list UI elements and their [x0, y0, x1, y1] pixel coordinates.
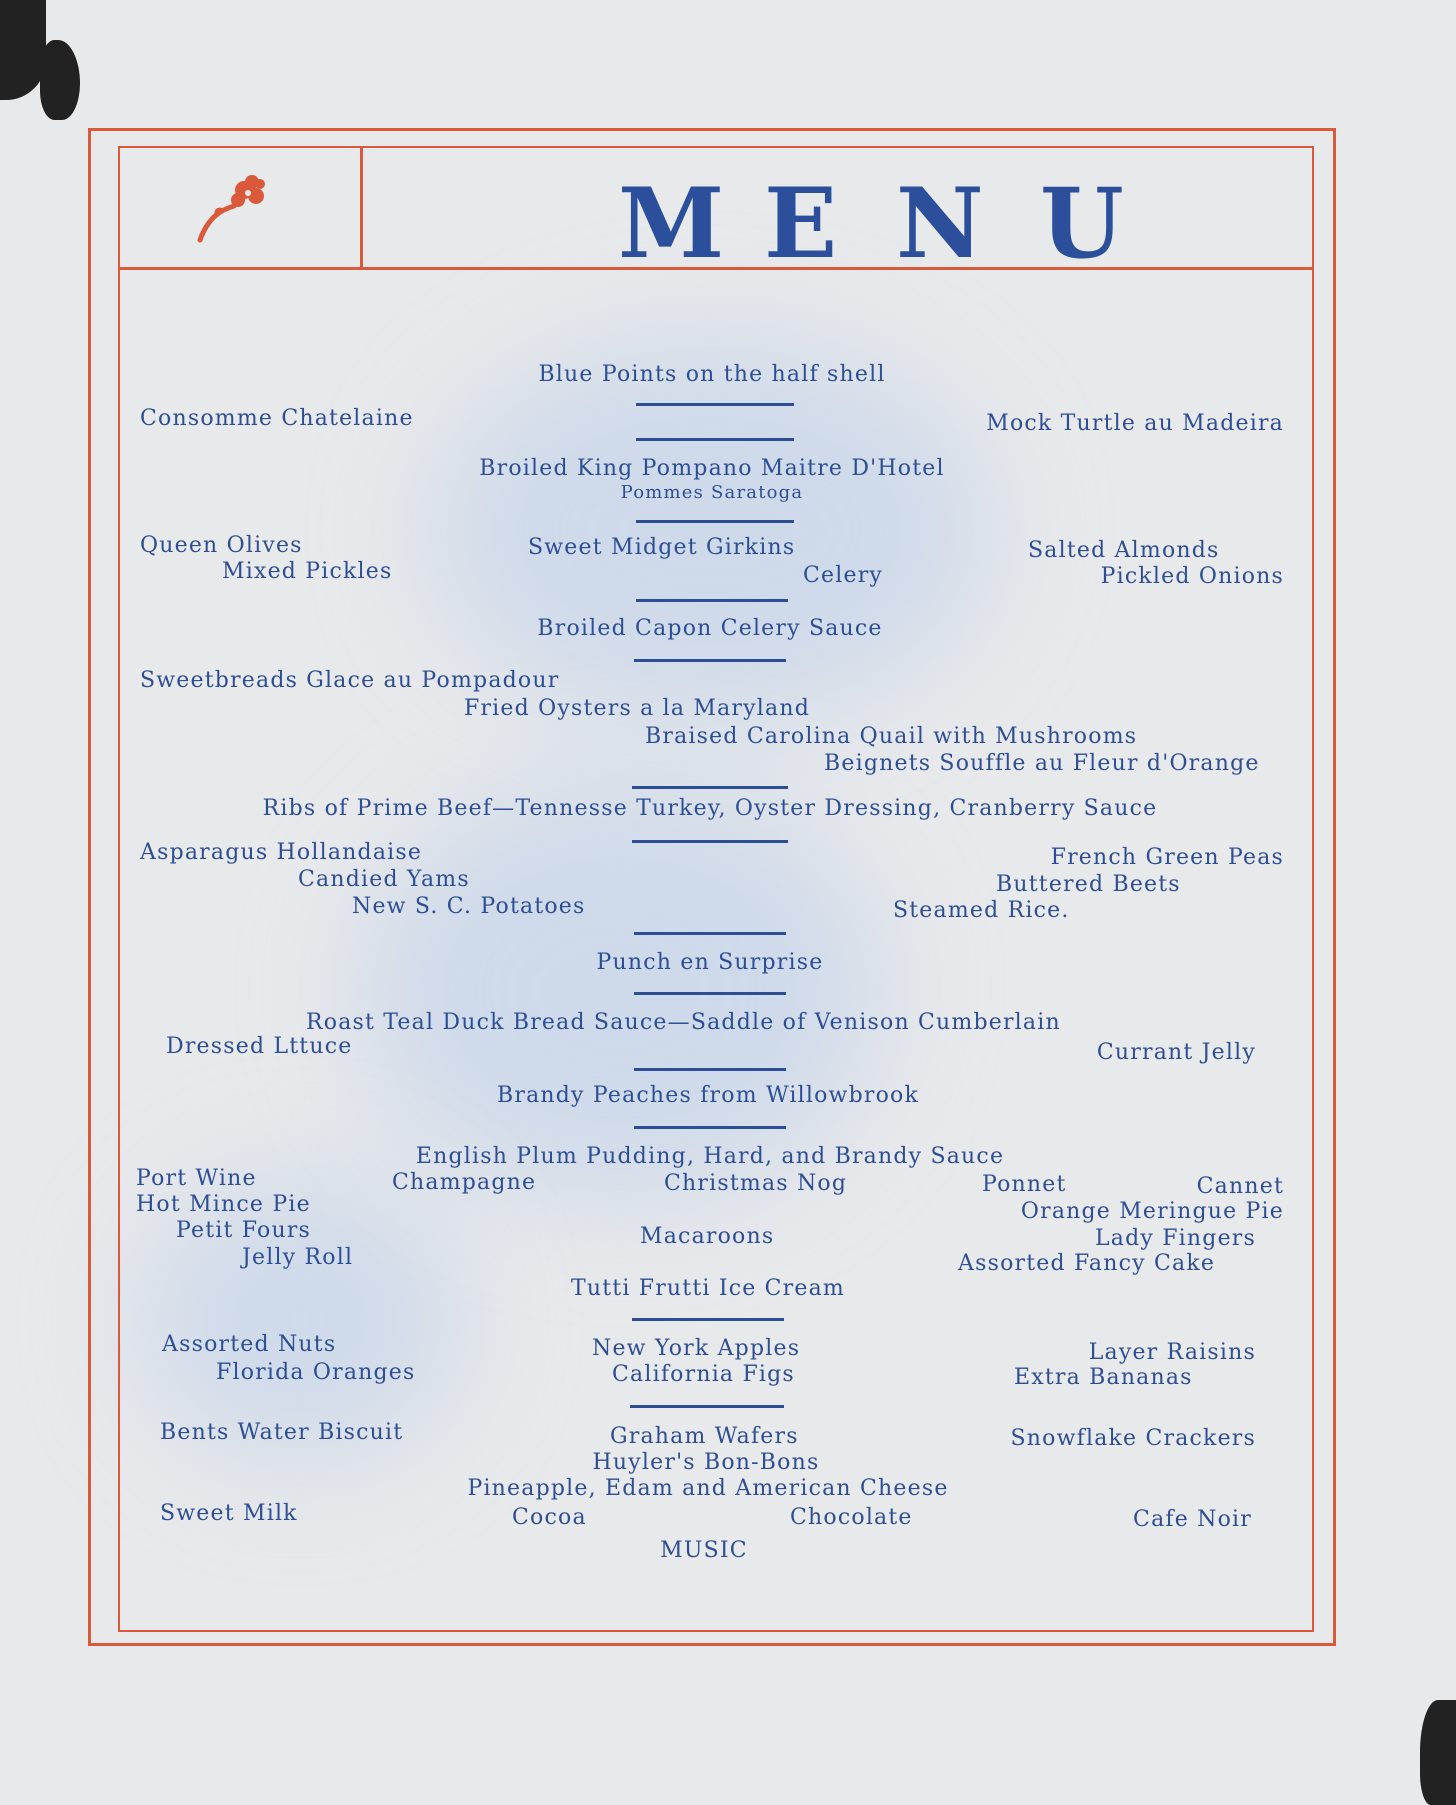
menu-item: Lady Fingers [1094, 1226, 1256, 1251]
menu-item: Mixed Pickles [222, 559, 393, 584]
title-letter: M [618, 167, 725, 280]
menu-item: Petit Fours [176, 1218, 312, 1243]
menu-item: Dressed Lttuce [166, 1034, 353, 1059]
menu-item: New S. C. Potatoes [352, 894, 586, 919]
menu-item: Asparagus Hollandaise [140, 840, 423, 865]
menu-item: Christmas Nog [664, 1171, 848, 1196]
menu-item: Buttered Beets [996, 872, 1181, 897]
divider [634, 992, 786, 995]
menu-item: Candied Yams [298, 867, 470, 892]
menu-item: Hot Mince Pie [136, 1192, 311, 1217]
menu-item: Fried Oysters a la Maryland [464, 696, 810, 721]
menu-item-music: MUSIC [660, 1538, 748, 1563]
title-letter: E [764, 167, 838, 280]
menu-item: Champagne [392, 1170, 537, 1195]
menu-item: Graham Wafers [610, 1424, 799, 1449]
flower-icon [190, 168, 280, 248]
menu-item: Brandy Peaches from Willowbrook [496, 1083, 920, 1108]
divider [634, 1126, 786, 1129]
menu-item: Broiled King Pompano Maitre D'Hotel [479, 456, 945, 481]
menu-item: Orange Meringue Pie [1020, 1199, 1284, 1224]
menu-item: Consomme Chatelaine [140, 406, 414, 431]
menu-item: California Figs [612, 1362, 795, 1387]
menu-item: Florida Oranges [216, 1360, 416, 1385]
menu-item: New York Apples [592, 1336, 801, 1361]
menu-item: Queen Olives [140, 533, 303, 558]
divider [630, 1405, 784, 1408]
divider [634, 1068, 786, 1071]
menu-item: Chocolate [790, 1505, 913, 1530]
menu-item: Currant Jelly [1096, 1040, 1256, 1065]
menu-item: Macaroons [640, 1224, 775, 1249]
menu-item: Assorted Fancy Cake [958, 1251, 1216, 1276]
menu-item: Pickled Onions [1100, 564, 1284, 589]
menu-item: Cocoa [512, 1505, 587, 1530]
menu-item: Blue Points on the half shell [538, 362, 886, 387]
menu-item: Sweetbreads Glace au Pompadour [140, 668, 560, 693]
menu-item: Sweet Milk [160, 1501, 298, 1526]
divider [634, 659, 786, 662]
menu-item: Pineapple, Edam and American Cheese [467, 1476, 949, 1501]
menu-item: French Green Peas [1050, 845, 1284, 870]
menu-item: English Plum Pudding, Hard, and Brandy Sauce [415, 1144, 1005, 1169]
menu-item: Bents Water Biscuit [160, 1420, 404, 1445]
menu-item: Roast Teal Duck Bread Sauce—Saddle of Venison Cumberlain [306, 1010, 1061, 1035]
menu-item: Braised Carolina Quail with Mushrooms [645, 724, 1138, 749]
header-vertical-divider [360, 146, 363, 269]
corner-stain [40, 40, 80, 120]
menu-item: Port Wine [136, 1166, 257, 1191]
menu-item: Layer Raisins [1088, 1340, 1256, 1365]
menu-item: Tutti Frutti Ice Cream [571, 1276, 845, 1301]
menu-item: Pommes Saratoga [620, 482, 804, 503]
menu-item: Salted Almonds [1028, 538, 1220, 563]
divider [636, 403, 794, 406]
divider [634, 932, 786, 935]
menu-item: Celery [803, 563, 884, 588]
divider [636, 520, 794, 523]
menu-item: Snowflake Crackers [1010, 1426, 1256, 1451]
divider [636, 599, 788, 602]
menu-item: Ribs of Prime Beef—Tennesse Turkey, Oyster Dressing, Cranberry Sauce [262, 796, 1158, 821]
menu-item: Huyler's Bon-Bons [592, 1450, 820, 1475]
divider [632, 1318, 784, 1321]
menu-item: Assorted Nuts [162, 1332, 337, 1357]
menu-item: Cannet [1196, 1174, 1284, 1199]
menu-item: Ponnet [982, 1172, 1067, 1197]
menu-item: Punch en Surprise [596, 950, 824, 975]
divider [632, 786, 788, 789]
title-letter: U [1040, 167, 1124, 280]
menu-item: Sweet Midget Girkins [528, 535, 796, 560]
menu-item: Broiled Capon Celery Sauce [537, 616, 883, 641]
menu-item: Steamed Rice. [893, 898, 1070, 923]
corner-stain [1420, 1700, 1456, 1805]
menu-item: Extra Bananas [1014, 1365, 1193, 1390]
divider [636, 438, 794, 441]
menu-item: Jelly Roll [242, 1245, 354, 1270]
divider [632, 840, 788, 843]
menu-item: Beignets Souffle au Fleur d'Orange [824, 751, 1260, 776]
menu-item: Cafe Noir [1133, 1507, 1252, 1532]
title-letter: N [896, 167, 984, 280]
menu-item: Mock Turtle au Madeira [986, 411, 1284, 436]
